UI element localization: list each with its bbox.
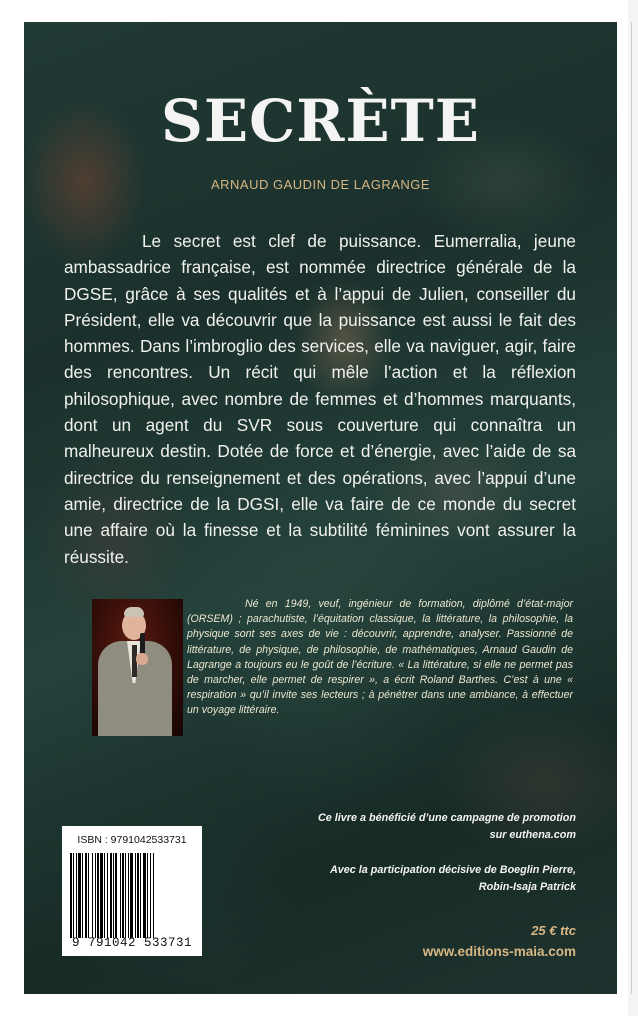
book-back-cover bbox=[24, 22, 617, 994]
author-bio: Né en 1949, veuf, ingénieur de formation, diplômé d’état-major (ORSEM) ; parachutiste, l’équitation classique, la littérature, la philosophie, la physique sont ses axes de vie : découvrir, apprendre, analyser. Passionné de littérature, de physique, de philosophie, de mathématiques, Arnaud Gaudin de Lagrange a toujours eu le goût de l’écriture. « La littérature, si elle ne permet pas de marcher, elle permet de respirer », a écrit Roland Barthes. C’est à une « respiration » qu’il invite ses lecteurs ; à pénétrer dans une ambiance, à effectuer un voyage littéraire. bbox=[187, 598, 573, 717]
participation-note bbox=[246, 862, 576, 895]
participation-line: Robin-Isaja Patrick bbox=[478, 880, 576, 893]
price-label: 25 € ttc bbox=[531, 923, 576, 938]
promotion-line: sur euthena.com bbox=[489, 828, 576, 841]
isbn-barcode bbox=[62, 826, 202, 956]
synopsis-text: Le secret est clef de puissance. Eumerralia, jeune ambassadrice française, est nommée directrice générale de la DGSE, grâce à ses qualités et à l’appui de Julien, conseiller du Président, elle va découvrir que la puissance est aussi le fait des hommes. Dans l’imbroglio des services, elle va naviguer, agir, faire des rencontres. Un récit qui mêle l’action et la réflexion philosophique, avec nombre de femmes et d’hommes marquants, dont un agent du SVR sous couverture qui connaîtra un malheureux destin. Dotée de force et d’énergie, avec l’aide de sa directrice du renseignement et des opérations, avec l’appui d’une amie, directrice de la DGSI, elle va faire de ce monde du secret une affaire où la finesse et la subtilité féminines vont assurer la réussite. bbox=[64, 231, 576, 567]
promotion-note bbox=[246, 810, 576, 843]
author-name: ARNAUD GAUDIN DE LAGRANGE bbox=[210, 177, 431, 192]
isbn-label: ISBN : 9791042533731 bbox=[77, 834, 187, 846]
author-photo bbox=[92, 599, 183, 736]
promotion-line: Ce livre a bénéficié d’une campagne de promotion bbox=[318, 812, 576, 824]
publisher-website: www.editions-maia.com bbox=[422, 944, 576, 959]
page-edge bbox=[628, 0, 638, 1016]
barcode-digits: 9 791042 533731 bbox=[71, 936, 193, 950]
barcode-bars bbox=[70, 853, 194, 938]
participation-line: Avec la participation décisive de Boeglin Pierre, bbox=[329, 864, 576, 876]
book-title: SECRÈTE bbox=[160, 87, 481, 155]
